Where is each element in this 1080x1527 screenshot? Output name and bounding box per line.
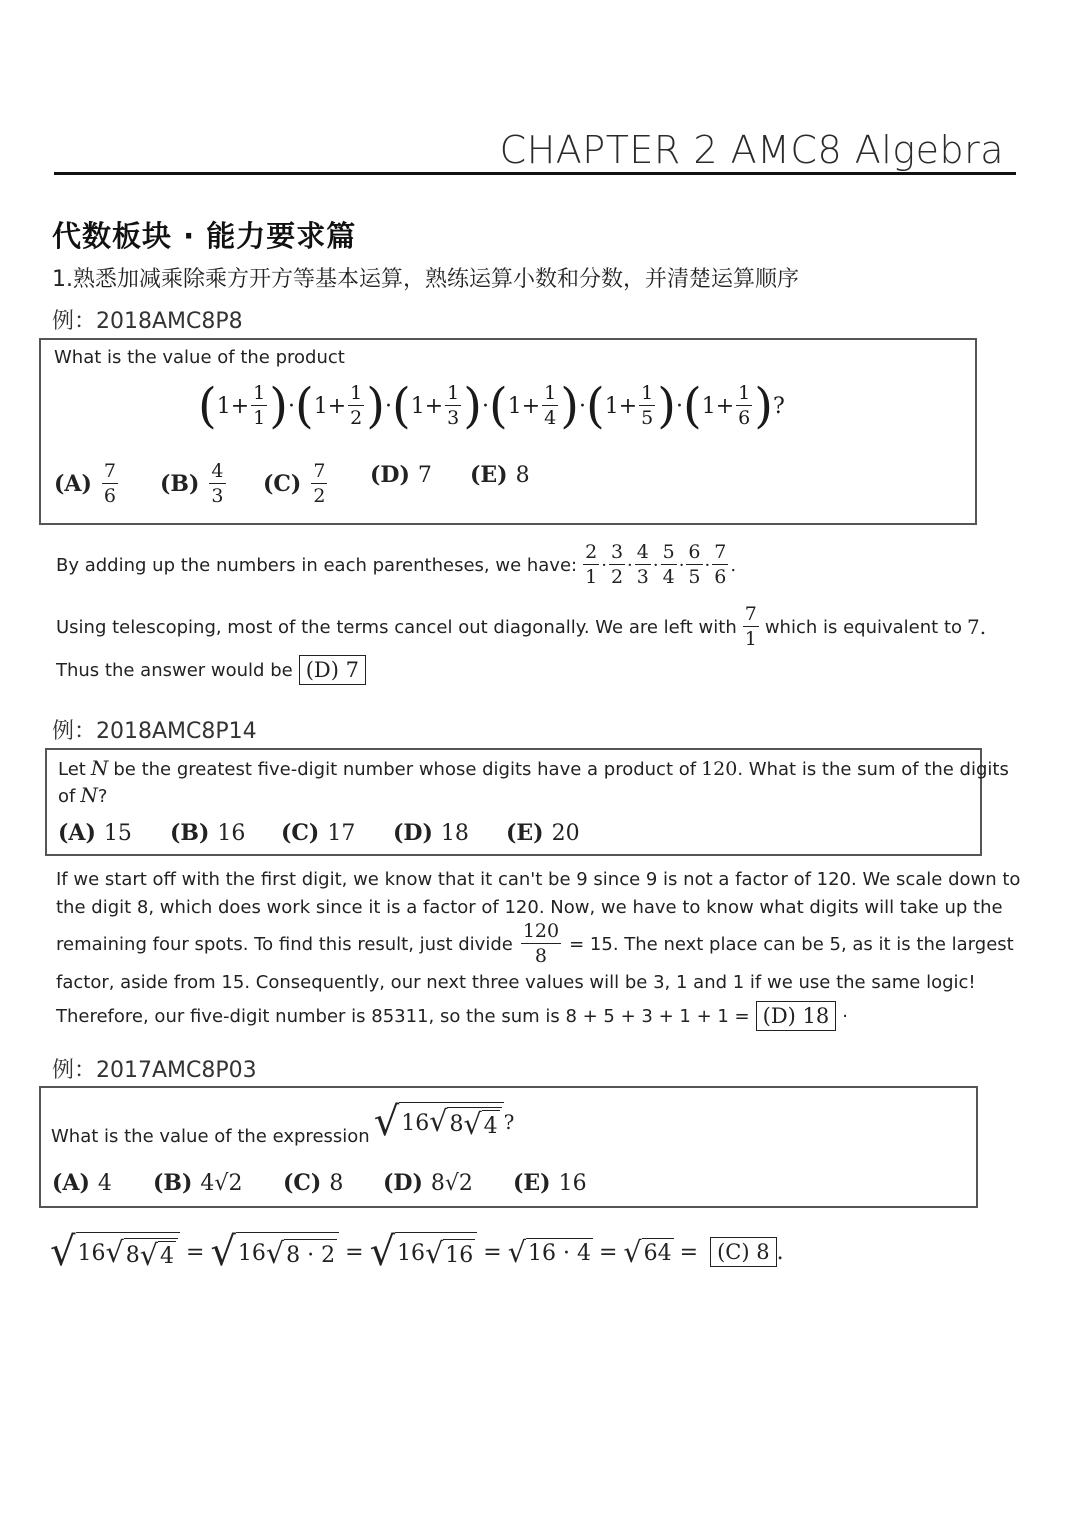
answer-box-3: (C) 8 <box>710 1237 777 1267</box>
requirement-text: 1.熟悉加减乘除乘方开方等基本运算，熟练运算小数和分数，并清楚运算顺序 <box>52 267 799 292</box>
dot-operator: · <box>652 554 659 576</box>
option-letter: (C) <box>283 1170 322 1196</box>
paren-open: ( <box>586 378 605 434</box>
q3-text: What is the value of the expression <box>51 1126 370 1147</box>
term-plus: + <box>618 393 638 419</box>
rad5-inner: 64 <box>642 1238 674 1267</box>
option-letter: (B) <box>153 1170 193 1196</box>
answer-box-2: (D) 18 <box>756 1001 837 1031</box>
q2-text-d: of <box>58 786 76 807</box>
q2-text-c: . What is the sum of the digits <box>737 759 1009 780</box>
solution-2-text-3a: remaining four spots. To find this result, just divide <box>56 933 513 955</box>
solution-2-line-2: the digit 8, which does work since it is a factor of 120. Now, we have to know what digits will take up the <box>56 897 1003 918</box>
solution-2-line-3 <box>56 922 1014 966</box>
option-fraction <box>209 462 225 506</box>
option-letter: (D) <box>370 462 410 488</box>
fraction-numerator: 1 <box>253 382 266 404</box>
answer-box-1: (D) 7 <box>299 655 366 685</box>
rad3-outer: 16 <box>397 1241 426 1266</box>
dot-operator: · <box>579 393 586 419</box>
fraction-denominator: 1 <box>253 407 266 429</box>
fraction-denominator: 1 <box>744 628 757 650</box>
paren-close: ) <box>463 378 482 434</box>
term-fraction <box>542 384 558 428</box>
product-expression <box>198 378 785 434</box>
option-value: 16 <box>558 1170 587 1196</box>
answer-option <box>281 820 355 846</box>
answer-option <box>393 820 469 846</box>
option-letter: (A) <box>52 1170 90 1196</box>
problem-3-question: What is the value of the expression √ 16 √ 8 √ 4 ? <box>51 1098 515 1147</box>
q2-text-a: Let <box>58 759 86 780</box>
solution-2-tail: · <box>842 1005 848 1027</box>
paren-close: ) <box>657 378 676 434</box>
answer-option <box>263 462 329 506</box>
product-term <box>489 378 579 434</box>
solution-2-line-1: If we start off with the first digit, we know that it can't be 9 since 9 is not a factor of 120. We scale down to <box>56 869 1021 890</box>
term-fraction <box>639 384 655 428</box>
fraction-numerator: 120 <box>522 920 560 942</box>
telescope-fraction <box>609 543 625 587</box>
solution-1-text-2b: which is equivalent to <box>764 616 963 638</box>
answer-option <box>52 1170 112 1196</box>
fraction-denominator: 3 <box>211 485 224 507</box>
solution-2-text-3b: = 15. The next place can be 5, as it is the largest <box>569 933 1014 955</box>
solution-1-line-2 <box>56 605 986 649</box>
answer-option <box>506 820 580 846</box>
fraction-numerator: 1 <box>350 382 363 404</box>
q2-text-e: ? <box>97 786 108 807</box>
problem-2-question-line-2 <box>58 783 107 807</box>
option-letter: (D) <box>383 1170 423 1196</box>
term-one: 1 <box>410 393 425 419</box>
term-plus: + <box>521 393 541 419</box>
term-plus: + <box>327 393 347 419</box>
fraction-numerator: 1 <box>544 382 557 404</box>
solution-2-fraction <box>521 922 561 966</box>
option-value: 4 <box>97 1170 112 1196</box>
option-letter: (E) <box>506 820 544 846</box>
term-plus: + <box>424 393 444 419</box>
dot-operator: . <box>730 554 737 576</box>
paren-open: ( <box>295 378 314 434</box>
fraction-numerator: 7 <box>744 603 757 625</box>
paren-close: ) <box>269 378 288 434</box>
answer-option <box>470 462 530 488</box>
dot-operator: · <box>482 393 489 419</box>
fraction-denominator: 2 <box>313 485 326 507</box>
dot-operator: · <box>678 554 685 576</box>
option-value: 20 <box>551 820 580 846</box>
fraction-denominator: 8 <box>534 945 548 967</box>
option-value: 16 <box>217 820 246 846</box>
answer-option <box>513 1170 587 1196</box>
fraction-numerator: 4 <box>636 541 649 563</box>
solution-2-line-5 <box>56 1001 848 1031</box>
fraction-denominator: 2 <box>610 566 624 588</box>
fraction-numerator: 2 <box>585 541 598 563</box>
telescope-fraction <box>712 543 728 587</box>
paren-close: ) <box>560 378 579 434</box>
fraction-numerator: 7 <box>714 541 727 563</box>
solution-1-text-3: Thus the answer would be <box>56 659 293 681</box>
option-value: 15 <box>103 820 132 846</box>
product-term <box>392 378 482 434</box>
answer-option <box>283 1170 343 1196</box>
term-one: 1 <box>313 393 328 419</box>
solution-1-text-2a: Using telescoping, most of the terms cancel out diagonally. We are left with <box>56 616 737 638</box>
paren-close: ) <box>754 378 773 434</box>
variable-n: N <box>90 756 109 780</box>
term-fraction <box>348 384 364 428</box>
answer-option <box>58 820 132 846</box>
fraction-denominator: 3 <box>447 407 460 429</box>
fraction-denominator: 5 <box>641 407 654 429</box>
answer-option <box>170 820 245 846</box>
option-value: 17 <box>327 820 356 846</box>
dot-operator: · <box>676 393 683 419</box>
radical-3: √ 16 √ 16 <box>370 1232 478 1272</box>
answer-option <box>383 1170 473 1196</box>
term-one: 1 <box>604 393 619 419</box>
term-fraction <box>251 384 267 428</box>
solution-1-text-1: By adding up the numbers in each parentheses, we have: <box>56 554 578 576</box>
dot-operator: · <box>627 554 633 576</box>
option-value: 8 <box>515 462 530 488</box>
telescope-fraction <box>686 543 702 587</box>
solution-1-line-1 <box>56 543 736 587</box>
paren-open: ( <box>198 378 217 434</box>
dot-operator: · <box>601 554 607 576</box>
paren-open: ( <box>683 378 702 434</box>
fraction-numerator: 6 <box>688 541 701 563</box>
fraction-numerator: 1 <box>447 382 460 404</box>
radical-5: √ 64 <box>623 1234 672 1269</box>
term-plus: + <box>230 393 250 419</box>
fraction-numerator: 1 <box>738 382 751 404</box>
option-value: 8 <box>329 1170 344 1196</box>
option-value: 8√2 <box>430 1170 473 1196</box>
answer-option <box>153 1170 242 1196</box>
header-rule <box>54 172 1016 175</box>
option-letter: (C) <box>281 820 320 846</box>
telescope-fractions <box>581 543 736 587</box>
fraction-denominator: 6 <box>714 566 727 588</box>
option-letter: (B) <box>160 471 200 497</box>
paren-close: ) <box>366 378 385 434</box>
product-term <box>295 378 385 434</box>
fraction-denominator: 5 <box>688 566 701 588</box>
option-value: 18 <box>440 820 469 846</box>
fraction-numerator: 5 <box>662 541 675 563</box>
answer-option <box>370 462 432 488</box>
fraction-denominator: 3 <box>636 566 649 588</box>
fraction-denominator: 4 <box>544 407 557 429</box>
chapter-title: CHAPTER 2 AMC8 Algebra <box>499 128 1004 172</box>
option-value: 7 <box>417 462 432 488</box>
fraction-denominator: 2 <box>350 407 363 429</box>
option-fraction <box>311 462 327 506</box>
option-value: 4√2 <box>200 1170 243 1196</box>
solution-3-tail: . <box>776 1239 784 1265</box>
option-letter: (A) <box>58 820 96 846</box>
option-letter: (C) <box>263 471 302 497</box>
term-fraction <box>736 384 752 428</box>
section-heading: 代数板块 · 能力要求篇 <box>52 219 357 253</box>
option-fraction <box>102 462 118 506</box>
term-one: 1 <box>507 393 522 419</box>
option-letter: (E) <box>470 462 508 488</box>
fraction-numerator: 1 <box>641 382 654 404</box>
product-term <box>586 378 676 434</box>
option-letter: (D) <box>393 820 433 846</box>
rad3-inner: 16 <box>443 1239 475 1268</box>
fraction-numerator: 4 <box>211 460 224 482</box>
fraction-numerator: 7 <box>313 460 326 482</box>
q2-text-b: be the greatest five-digit number whose digits have a product of <box>113 759 697 780</box>
problem-1-question: What is the value of the product <box>54 347 345 368</box>
solution-1-fraction <box>743 605 759 649</box>
option-letter: (B) <box>170 820 210 846</box>
example-label-2: 例：2018AMC8P14 <box>52 719 257 744</box>
dot-operator: · <box>288 393 295 419</box>
dot-operator: · <box>704 554 711 576</box>
question-mark: ? <box>773 393 785 419</box>
example-label-1: 例：2018AMC8P8 <box>52 309 243 334</box>
fraction-denominator: 1 <box>585 566 598 588</box>
rad2-inner: 8 · 2 <box>284 1239 337 1268</box>
nested-radical: √ 16 √ 8 √ 4 <box>374 1102 504 1142</box>
dot-operator: · <box>385 393 392 419</box>
answer-option <box>54 462 120 506</box>
fraction-numerator: 3 <box>610 541 624 563</box>
q2-number: 120 <box>701 758 738 780</box>
term-one: 1 <box>701 393 716 419</box>
telescope-fraction <box>661 543 677 587</box>
solution-1-line-3 <box>56 655 366 685</box>
solution-3-chain: √ 16 √ 8 √ 4 = √ 16 √ 8 · 2 = √ 16 √ 16 = √ 16 · 4 = √ 64 = (C) 8 . <box>50 1229 784 1275</box>
answer-option <box>160 462 228 506</box>
radical-2: √ 16 √ 8 · 2 <box>210 1232 339 1272</box>
rad2-outer: 16 <box>237 1241 266 1266</box>
radical-4: √ 16 · 4 <box>507 1234 591 1269</box>
fraction-denominator: 4 <box>662 566 675 588</box>
term-plus: + <box>715 393 735 419</box>
paren-open: ( <box>489 378 508 434</box>
option-letter: (E) <box>513 1170 551 1196</box>
variable-n-2: N <box>80 783 98 807</box>
fraction-denominator: 6 <box>103 485 116 507</box>
problem-2-question-line-1 <box>58 756 1009 780</box>
product-term <box>683 378 773 434</box>
term-one: 1 <box>216 393 231 419</box>
radical-1: √ 16 √ 8 √ 4 <box>50 1232 180 1272</box>
fraction-numerator: 7 <box>103 460 116 482</box>
solution-1-value: 7. <box>967 615 987 639</box>
telescope-fraction <box>635 543 651 587</box>
solution-2-line-4: factor, aside from 15. Consequently, our next three values will be 3, 1 and 1 if we use the same logic! <box>56 972 976 993</box>
option-letter: (A) <box>54 471 92 497</box>
fraction-denominator: 6 <box>738 407 751 429</box>
example-label-3: 例：2017AMC8P03 <box>52 1058 257 1083</box>
product-term <box>198 378 288 434</box>
term-fraction <box>445 384 461 428</box>
rad4-inner: 16 · 4 <box>526 1238 593 1267</box>
solution-2-text-5: Therefore, our five-digit number is 85311, so the sum is 8 + 5 + 3 + 1 + 1 = <box>56 1005 750 1027</box>
telescope-fraction <box>583 543 599 587</box>
paren-open: ( <box>392 378 411 434</box>
